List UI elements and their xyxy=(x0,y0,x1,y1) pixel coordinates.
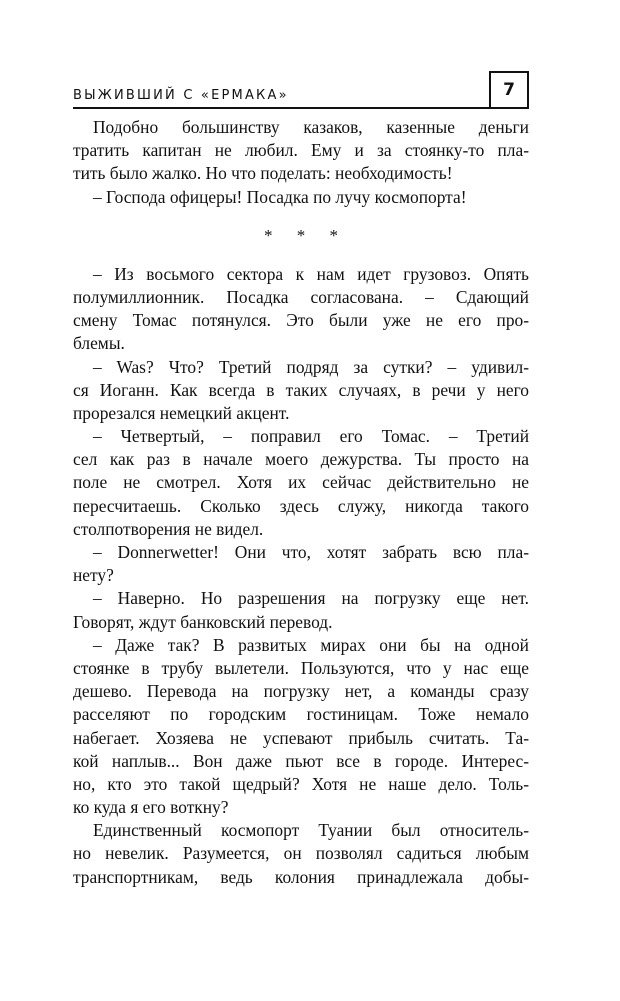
text-line: нету? xyxy=(73,565,114,586)
paragraph xyxy=(73,263,529,356)
text-line: – Из восьмого сектора к нам идет грузовоз. Опять xyxy=(93,263,529,284)
page-number: 7 xyxy=(489,71,529,109)
running-title: ВЫЖИВШИЙ С «ЕРМАКА» xyxy=(73,88,289,103)
paragraph xyxy=(73,587,529,633)
text-line: тить было жалко. Но что поделать: необходимость! xyxy=(73,163,453,184)
text-line: кой наплыв... Вон даже пьют все в городе. Интерес- xyxy=(73,750,529,771)
section-separator: * * * xyxy=(264,225,348,245)
paragraph xyxy=(73,356,529,426)
text-line: но невелик. Разумеется, он позволял садиться любым xyxy=(73,843,529,864)
text-line: – Was? Что? Третий подряд за сутки? – удивил- xyxy=(93,356,529,377)
paragraph xyxy=(73,541,529,587)
text-line: прорезался немецкий акцент. xyxy=(73,402,290,423)
text-line: столпотворения не видел. xyxy=(73,518,264,539)
paragraph xyxy=(73,819,529,889)
text-line: но, кто это такой щедрый? Хотя не наше дело. Толь- xyxy=(73,773,529,794)
text-line: стоянке в трубу вылетели. Пользуются, что у нас еще xyxy=(73,657,529,678)
text-line: – Наверно. Но разрешения на погрузку еще нет. xyxy=(93,588,529,609)
text-line: – Четвертый, – поправил его Томас. – Третий xyxy=(93,426,529,447)
text-line: поле не смотрел. Хотя их сейчас действительно не xyxy=(73,472,529,493)
text-line: расселяют по городским гостиницам. Тоже немало xyxy=(73,704,529,725)
text-line: транспортникам, ведь колония принадлежала добы- xyxy=(73,866,529,887)
text-line: Говорят, ждут банковский перевод. xyxy=(73,611,333,632)
text-line: смену Томас потянулся. Это были уже не его про- xyxy=(73,310,529,331)
paragraph xyxy=(73,116,529,186)
paragraph xyxy=(73,634,529,820)
text-line: ся Иоганн. Как всегда в таких случаях, в речи у него xyxy=(73,379,529,400)
body-text xyxy=(73,116,529,889)
text-line: дешево. Перевода на погрузку нет, а команды сразу xyxy=(73,681,529,702)
paragraph xyxy=(73,425,529,541)
text-line: – Господа офицеры! Посадка по лучу космопорта! xyxy=(93,186,467,207)
text-line: сел как раз в начале моего дежурства. Ты просто на xyxy=(73,449,529,470)
header-rule xyxy=(73,107,489,109)
text-line: тратить капитан не любил. Ему и за стоянку-то пла- xyxy=(73,140,529,161)
text-line: блемы. xyxy=(73,333,125,354)
text-line: пересчитаешь. Сколько здесь служу, никогда такого xyxy=(73,495,529,516)
text-line: набегает. Хозяева не успевают прибыль считать. Та- xyxy=(73,727,529,748)
page-header xyxy=(73,71,529,109)
text-line: – Donnerwetter! Они что, хотят забрать всю пла- xyxy=(93,542,529,562)
text-line: полумиллионник. Посадка согласована. – Сдающий xyxy=(73,286,529,307)
text-line: Единственный космопорт Туании был относитель- xyxy=(93,820,529,841)
text-line: ко куда я его воткну? xyxy=(73,797,229,818)
text-line: – Даже так? В развитых мирах они бы на одной xyxy=(93,634,529,655)
paragraph xyxy=(73,186,529,209)
text-line: Подобно большинству казаков, казенные деньги xyxy=(93,117,529,137)
